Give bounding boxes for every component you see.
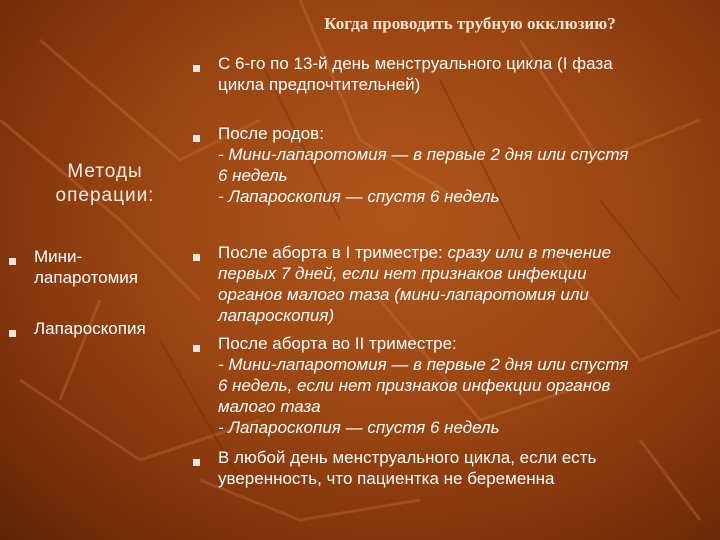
method-item-line: Мини- — [34, 247, 83, 266]
method-item-laparoscopy — [34, 318, 146, 339]
bullet-icon — [193, 254, 200, 261]
bullet-icon — [9, 258, 16, 265]
method-item-minilaparotomy — [34, 246, 138, 288]
bullet-icon — [193, 65, 200, 72]
bullet-icon — [193, 345, 200, 352]
bullet-icon — [9, 330, 16, 337]
method-item-line: лапаротомия — [34, 268, 139, 287]
timing-item-any-day: В любой день менструального цикла, если есть уверенность, что пациентка не беременна — [218, 448, 597, 488]
methods-heading — [30, 160, 180, 208]
timing-item-cycle: С 6-го по 13-й день менструального цикла (I фаза цикла предпочтительней) — [218, 54, 613, 94]
timing-item-abortion-second-trimester: После аборта во II триместре: - Мини-лапаротомия — в первые 2 дня или спустя 6 недель, если нет признаков инфекции органов малого таза - Лапароскопия — спустя 6 недель — [218, 334, 629, 437]
method-item-line: Лапароскопия — [34, 319, 146, 338]
methods-heading-line2: операции: — [55, 185, 155, 206]
timing-item-abortion-first-trimester: После аборта в I триместре: сразу или в течение первых 7 дней, если нет признаков инфекции органов малого таза (мини-лапаротомия или лапароскопия) — [218, 243, 612, 325]
slide-title: Когда проводить трубную окклюзию? — [324, 14, 616, 33]
timing-item-postpartum: После родов: - Мини-лапаротомия — в первые 2 дня или спустя 6 недель - Лапароскопия — спустя 6 недель — [218, 124, 629, 206]
bullet-icon — [193, 459, 200, 466]
methods-heading-line1: Методы — [67, 161, 143, 182]
bullet-icon — [193, 135, 200, 142]
